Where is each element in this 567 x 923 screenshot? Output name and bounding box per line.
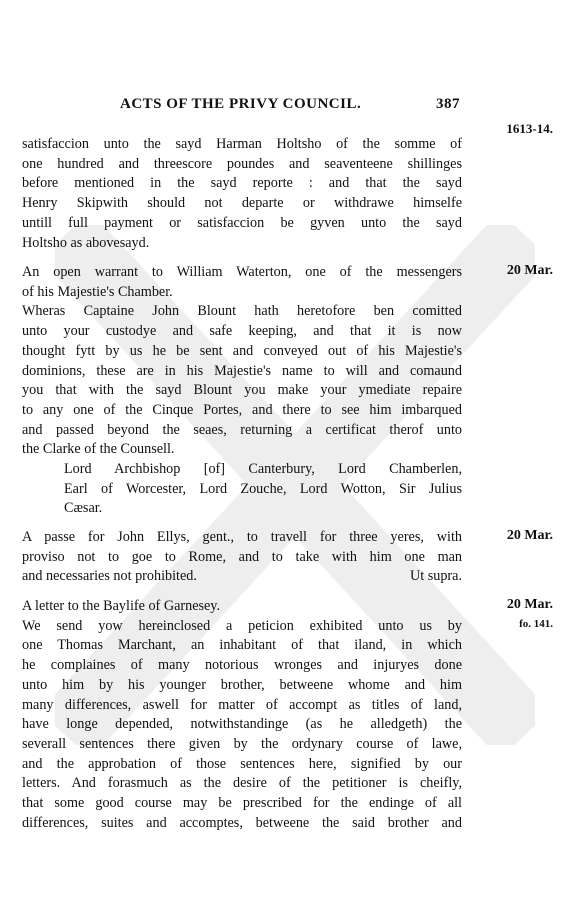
text-line: dominions, these are in his Majestie's name to will and comaund: [22, 362, 462, 379]
text-line: [22, 567, 462, 587]
entry-warrant: [22, 263, 462, 519]
ut-supra: Ut supra.: [409, 568, 462, 585]
text-line: to any one of the Cinque Portes, and there to see him imbarqued: [22, 401, 462, 418]
text-line: satisfaccion unto the sayd Harman Holtsho of the somme of: [22, 136, 462, 152]
text-line: proviso not to goe to Rome, and to take with him one man: [22, 548, 462, 565]
text-line: A passe for John Ellys, gent., to travell for three yeres, with: [22, 529, 462, 545]
signatories-line: Earl of Worcester, Lord Zouche, Lord Wotton, Sir Julius: [64, 480, 462, 497]
margin-date-letter: 20 Mar.: [506, 597, 553, 612]
margin-year: 1613-14.: [506, 121, 553, 136]
running-title: ACTS OF THE PRIVY COUNCIL.: [120, 96, 362, 112]
text-line: he complaines of many notorious wronges and injuryes done: [22, 657, 462, 674]
entry-letter: [22, 597, 462, 833]
text-line: one Thomas Marchant, an inhabitant of that iland, in which: [22, 637, 462, 654]
text-line: one hundred and threescore poundes and seaventeene shillinges: [22, 155, 462, 172]
text-line: unto him by his younger brother, betweene whome and him: [22, 676, 462, 693]
text-line: Henry Skipwith should not departe or withdrawe himselfe: [22, 195, 462, 212]
text-line: you that with the sayd Blount you make your ymediate repaire: [22, 382, 462, 399]
text-line: and the approbation of those sentences here, signified by our: [22, 755, 462, 772]
text-line: have longe depended, notwithstandinge (as he alledgeth) the: [22, 716, 462, 733]
text-line-content: and necessaries not prohibited.: [22, 568, 197, 585]
text-line: severall sentences there given by the ordynary course of lawe,: [22, 735, 462, 752]
entry-heading-line: A letter to the Baylife of Garnesey.: [22, 598, 221, 614]
text-line: thought fytt by us he be sent and conveyed out of his Majestie's: [22, 342, 462, 359]
entry-heading-line: An open warrant to William Waterton, one of the messengers: [22, 264, 462, 280]
text-line: untill full payment or satisfaccion be gyven unto the sayd: [22, 214, 462, 231]
text-line: Holtsho as abovesayd.: [22, 234, 150, 251]
text-line: unto your custodye and safe keeping, and that it is now: [22, 323, 462, 340]
text-line: We send yow hereinclosed a peticion exhibited unto us by: [22, 617, 462, 634]
text-line: many differences, aswell for matter of accompt as titles of land,: [22, 696, 462, 713]
signatories-line: Lord Archbishop [of] Canterbury, Lord Chamberlen,: [64, 461, 462, 478]
text-line: that some good course may be prescribed for the endinge of all: [22, 795, 462, 812]
margin-folio: fo. 141.: [519, 618, 553, 630]
text-line: differences, suites and accomptes, betweene the said brother and: [22, 814, 462, 831]
signatories-line: Cæsar.: [64, 500, 103, 517]
margin-date-warrant: 20 Mar.: [506, 263, 553, 278]
text-line: letters. And forasmuch as the desire of the petitioner is cheifly,: [22, 775, 462, 792]
text-line: and passed beyond the seaes, returning a certificat therof unto: [22, 421, 462, 438]
text-line: before mentioned in the sayd reporte : and that the sayd: [22, 175, 462, 192]
page-number: 387: [436, 96, 460, 112]
text-line: Wheras Captaine John Blount hath heretofore ben comitted: [22, 303, 462, 320]
text-line: the Clarke of the Counsell.: [22, 441, 175, 458]
paragraph-continuation: [22, 135, 462, 253]
entry-passe: [22, 528, 462, 587]
margin-date-passe: 20 Mar.: [506, 528, 553, 543]
entry-heading-line: of his Majestie's Chamber.: [22, 283, 173, 300]
